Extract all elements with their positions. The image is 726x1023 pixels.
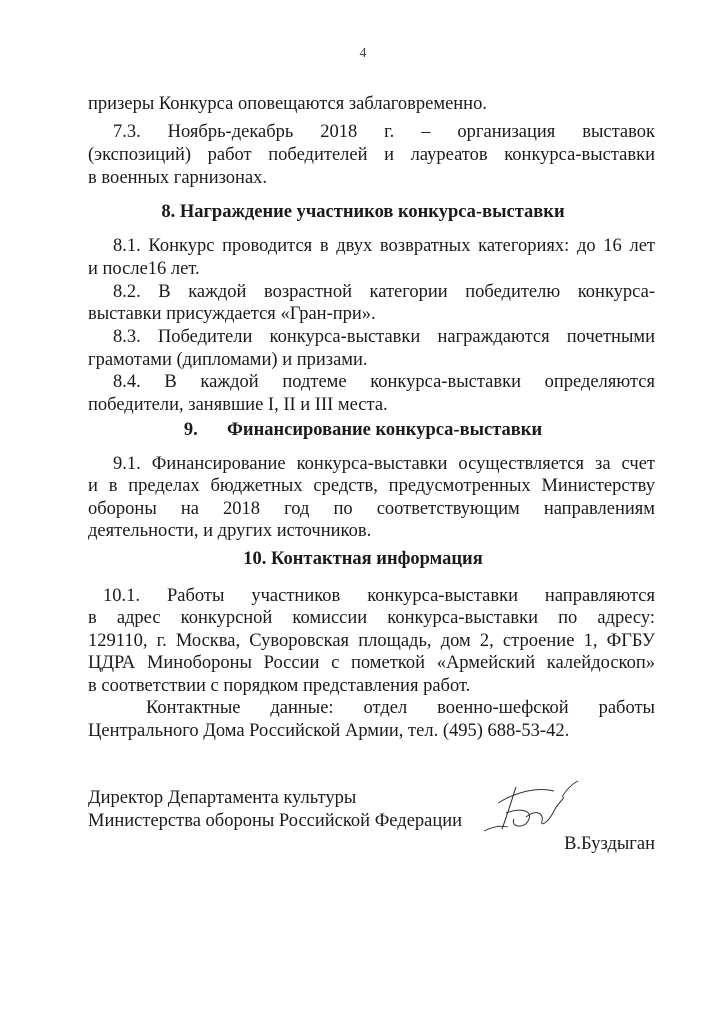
section-title: Финансирование конкурса-выставки bbox=[227, 420, 543, 440]
signatory-position: Директор Департамента культуры bbox=[88, 788, 357, 808]
page-number: 4 bbox=[359, 46, 367, 61]
paragraph-line: 8.1. Конкурс проводится в двух возвратных категориях: до 16 лет bbox=[113, 236, 655, 256]
paragraph-line: деятельности, и других источников. bbox=[88, 521, 372, 541]
paragraph-line: 10.1. Работы участников конкурса-выставки направляются bbox=[103, 586, 655, 606]
section-heading-10: 10. Контактная информация bbox=[243, 549, 483, 569]
paragraph-line: и после16 лет. bbox=[88, 259, 200, 279]
paragraph-line: победители, занявшие I, II и III места. bbox=[88, 395, 388, 415]
signatory-position: Министерства обороны Российской Федерации bbox=[88, 811, 463, 831]
paragraph-line: в военных гарнизонах. bbox=[88, 168, 268, 188]
section-heading-9 bbox=[0, 420, 726, 441]
paragraph-line: 8.3. Победители конкурса-выставки награждаются почетными bbox=[113, 327, 655, 347]
paragraph-line: 7.3. Ноябрь-декабрь 2018 г. – организация выставок bbox=[113, 122, 655, 142]
paragraph-line: выставки присуждается «Гран-при». bbox=[88, 304, 376, 324]
paragraph-line: ЦДРА Минобороны России с пометкой «Армейский калейдоскоп» bbox=[88, 653, 655, 673]
paragraph-line: (экспозиций) работ победителей и лауреатов конкурса-выставки bbox=[88, 145, 655, 165]
signatory-name: В.Буздыган bbox=[564, 834, 655, 854]
paragraph-line: Контактные данные: отдел военно-шефской работы bbox=[146, 698, 655, 718]
paragraph-line: Центрального Дома Российской Армии, тел. (495) 688-53-42. bbox=[88, 721, 570, 741]
paragraph-line: 8.4. В каждой подтеме конкурса-выставки определяются bbox=[113, 372, 655, 392]
handwritten-signature bbox=[478, 773, 608, 843]
paragraph-line: призеры Конкурса оповещаются заблаговременно. bbox=[88, 94, 487, 114]
paragraph-line: и в пределах бюджетных средств, предусмотренных Министерству bbox=[88, 476, 655, 496]
paragraph-line: в соответствии с порядком представления работ. bbox=[88, 676, 471, 696]
paragraph-line: 129110, г. Москва, Суворовская площадь, дом 2, строение 1, ФГБУ bbox=[88, 631, 655, 651]
section-heading-8: 8. Награждение участников конкурса-выставки bbox=[161, 202, 565, 222]
paragraph-line: 9.1. Финансирование конкурса-выставки осуществляется за счет bbox=[113, 454, 655, 474]
paragraph-line: грамотами (дипломами) и призами. bbox=[88, 350, 368, 370]
paragraph-line: обороны на 2018 год по соответствующим направлениям bbox=[88, 499, 655, 519]
section-number: 9. bbox=[183, 420, 198, 440]
paragraph-line: 8.2. В каждой возрастной категории победителю конкурса- bbox=[113, 282, 655, 302]
paragraph-line: в адрес конкурсной комиссии конкурса-выставки по адресу: bbox=[88, 608, 655, 628]
